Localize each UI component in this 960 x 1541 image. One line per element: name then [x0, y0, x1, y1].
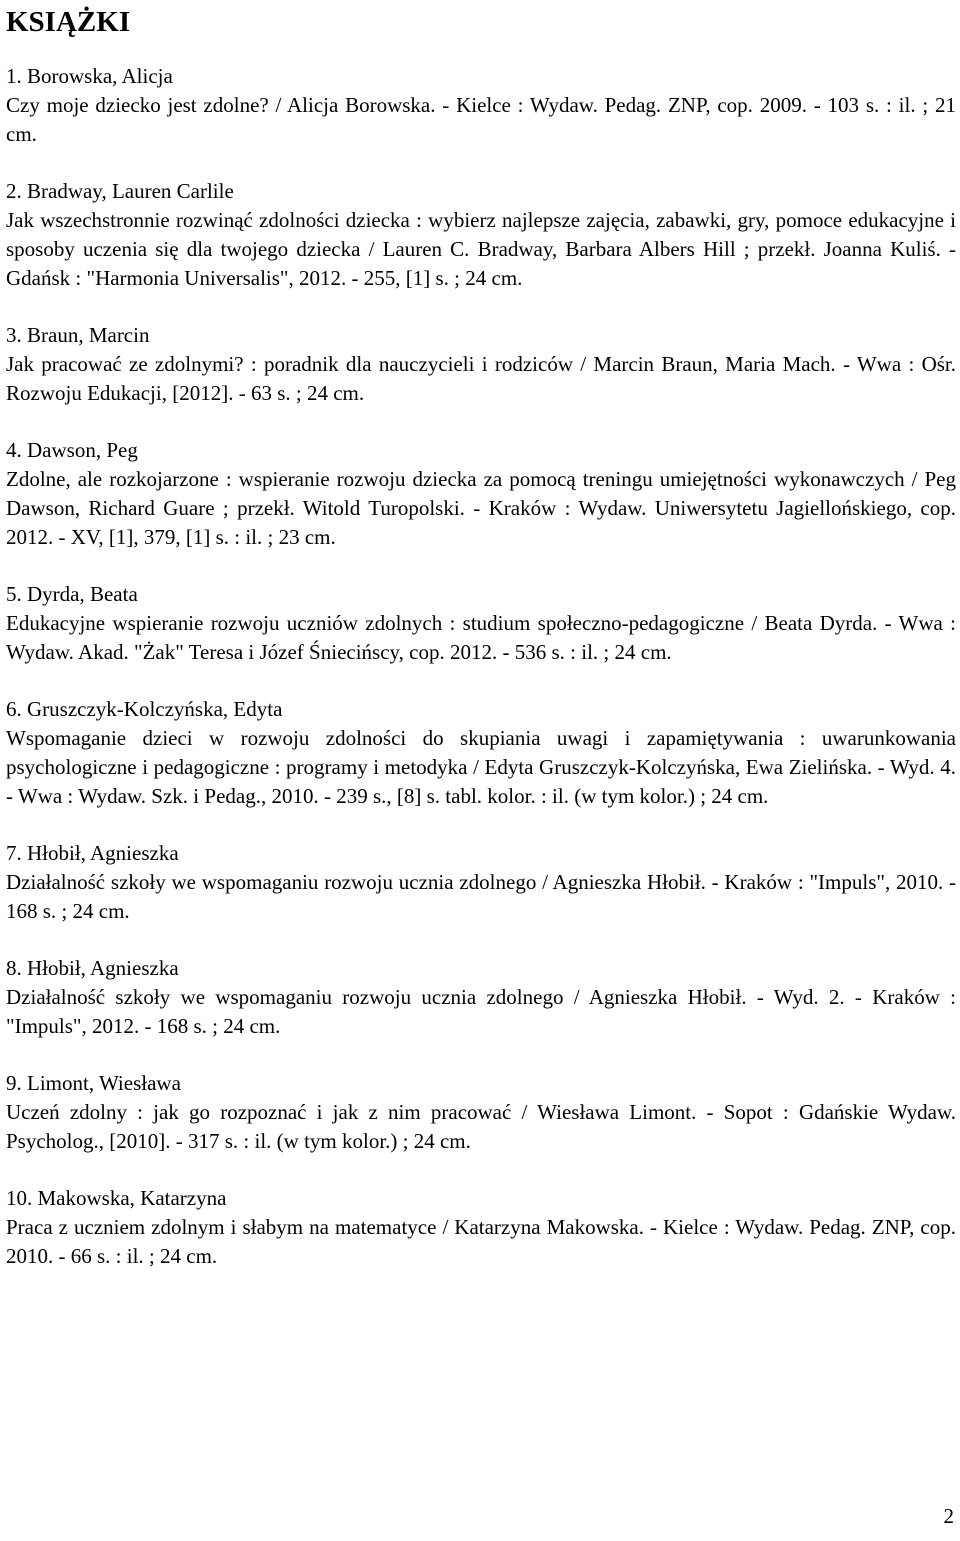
entry-description: Działalność szkoły we wspomaganiu rozwoju ucznia zdolnego / Agnieszka Hłobił. - Kraków : "Impuls", 2010. - 168 s. ; 24 cm.: [6, 870, 956, 923]
entry-author: 9. Limont, Wiesława: [6, 1071, 181, 1095]
entry-description: Czy moje dziecko jest zdolne? / Alicja Borowska. - Kielce : Wydaw. Pedag. ZNP, cop. 2009. - 103 s. : il. ; 21 cm.: [6, 93, 956, 146]
bibliography-entry: [6, 321, 956, 408]
entry-description: Praca z uczniem zdolnym i słabym na matematyce / Katarzyna Makowska. - Kielce : Wydaw. Pedag. ZNP, cop. 2010. - 66 s. : il. ; 24 cm.: [6, 1215, 956, 1268]
section-heading: KSIĄŻKI: [6, 6, 131, 38]
entry-author: 4. Dawson, Peg: [6, 438, 138, 462]
bibliography-entry: [6, 954, 956, 1041]
entry-description: Uczeń zdolny : jak go rozpoznać i jak z nim pracować / Wiesława Limont. - Sopot : Gdańskie Wydaw. Psycholog., [2010]. - 317 s. : il. (w tym kolor.) ; 24 cm.: [6, 1100, 956, 1153]
entry-description: Zdolne, ale rozkojarzone : wspieranie rozwoju dziecka za pomocą treningu umiejętności wykonawczych / Peg Dawson, Richard Guare ; przekł. Witold Turopolski. - Kraków : Wydaw. Uniwersytetu Jagiellońskiego, cop. 2012. - XV, [1], 379, [1] s. : il. ; 23 cm.: [6, 467, 956, 549]
bibliography-entry: [6, 839, 956, 926]
bibliography-entry: [6, 1184, 956, 1271]
bibliography-entry: [6, 436, 956, 552]
bibliography-entry: [6, 177, 956, 293]
entry-description: Jak pracować ze zdolnymi? : poradnik dla nauczycieli i rodziców / Marcin Braun, Maria Mach. - Wwa : Ośr. Rozwoju Edukacji, [2012]. - 63 s. ; 24 cm.: [6, 352, 956, 405]
bibliography-entry: [6, 580, 956, 667]
entry-author: 1. Borowska, Alicja: [6, 64, 173, 88]
entry-author: 6. Gruszczyk-Kolczyńska, Edyta: [6, 697, 283, 721]
page-number: 2: [943, 1504, 954, 1528]
entry-author: 3. Braun, Marcin: [6, 323, 150, 347]
document-page: [6, 0, 956, 1299]
entry-author: 7. Hłobił, Agnieszka: [6, 841, 179, 865]
entry-description: Edukacyjne wspieranie rozwoju uczniów zdolnych : studium społeczno-pedagogiczne / Beata Dyrda. - Wwa : Wydaw. Akad. "Żak" Teresa i Józef Śniecińscy, cop. 2012. - 536 s. : il. ; 24 cm.: [6, 611, 956, 664]
bibliography-entry: [6, 62, 956, 149]
bibliography-entry: [6, 695, 956, 811]
entry-author: 10. Makowska, Katarzyna: [6, 1186, 227, 1210]
entry-description: Działalność szkoły we wspomaganiu rozwoju ucznia zdolnego / Agnieszka Hłobił. - Wyd. 2. - Kraków : "Impuls", 2012. - 168 s. ; 24 cm.: [6, 985, 956, 1038]
entry-description: Wspomaganie dzieci w rozwoju zdolności do skupiania uwagi i zapamiętywania : uwarunkowania psychologiczne i pedagogiczne : programy i metodyka / Edyta Gruszczyk-Kolczyńska, Ewa Zielińska. - Wyd. 4. - Wwa : Wydaw. Szk. i Pedag., 2010. - 239 s., [8] s. tabl. kolor. : il. (w tym kolor.) ; 24 cm.: [6, 726, 956, 808]
bibliography-entry: [6, 1069, 956, 1156]
entry-author: 8. Hłobił, Agnieszka: [6, 956, 179, 980]
entry-author: 2. Bradway, Lauren Carlile: [6, 179, 234, 203]
entry-author: 5. Dyrda, Beata: [6, 582, 138, 606]
bibliography-list: [6, 42, 956, 1271]
entry-description: Jak wszechstronnie rozwinąć zdolności dziecka : wybierz najlepsze zajęcia, zabawki, gry, pomoce edukacyjne i sposoby uczenia się dla twojego dziecka / Lauren C. Bradway, Barbara Albers Hill ; przekł. Joanna Kuliś. - Gdańsk : "Harmonia Universalis", 2012. - 255, [1] s. ; 24 cm.: [6, 208, 956, 290]
